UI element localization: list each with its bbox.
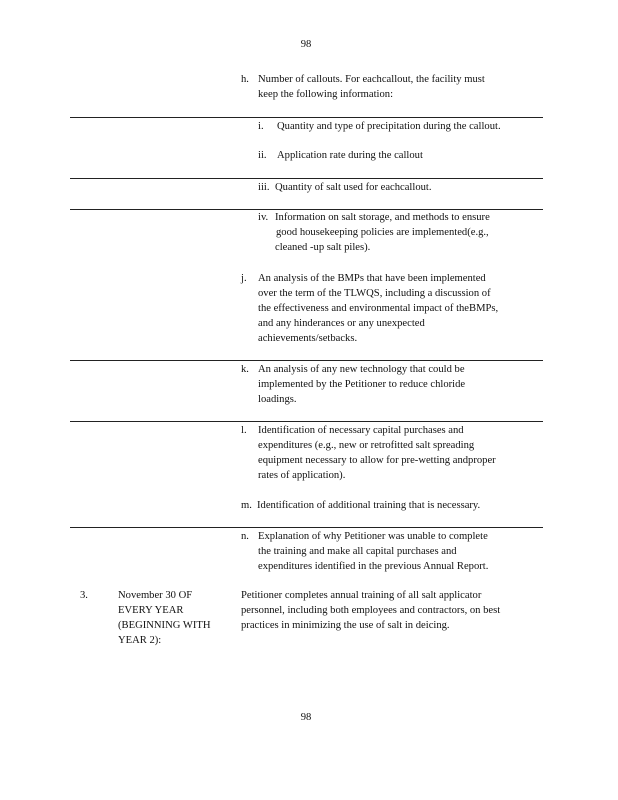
row-requirement: Petitioner completes annual training of all salt applicator personnel, including both employees and contractors, on best practices in minimizing the use of salt in deicing.	[241, 590, 501, 631]
item-text-l: Identification of necessary capital purchases and expenditures (e.g., new or retrofitted salt spreading equipment necessary to allow for pre-wetting andproper rates of application).	[258, 425, 496, 481]
table-rule	[70, 360, 543, 361]
item-text-k: An analysis of any new technology that could be implemented by the Petitioner to reduce chloride loadings.	[258, 364, 466, 405]
item-text-m: Identification of additional training that is necessary.	[257, 500, 481, 511]
table-rule	[70, 527, 543, 528]
item-text-n: Explanation of why Petitioner was unable to complete the training and make all capital purchases and expenditures identified in the previous Annual Report.	[258, 531, 489, 572]
item-text-iii: Quantity of salt used for eachcallout.	[275, 182, 432, 193]
item-text-iv: Information on salt storage, and methods to ensure good housekeeping policies are implemented(e.g., cleaned -up salt piles).	[275, 212, 490, 253]
item-label-k: k.	[241, 364, 249, 375]
item-text-ii: Application rate during the callout	[277, 150, 423, 161]
item-label-l: l.	[241, 425, 247, 436]
item-label-iii: iii.	[258, 182, 270, 193]
item-label-m: m.	[241, 500, 252, 511]
item-text-j: An analysis of the BMPs that have been implemented over the term of the TLWQS, including a discussion of the effectiveness and environmental impact of theBMPs, and any hinderances or any unexpected achievements/setbacks.	[258, 273, 499, 344]
item-label-j: j.	[241, 273, 247, 284]
row-number: 3.	[80, 590, 88, 601]
item-label-n: n.	[241, 531, 249, 542]
item-text-h: Number of callouts. For eachcallout, the facility must keep the following information:	[258, 74, 485, 100]
row-deadline: November 30 OF EVERY YEAR (BEGINNING WITH YEAR 2):	[118, 590, 211, 646]
item-label-h: h.	[241, 74, 249, 85]
item-label-ii: ii.	[258, 150, 267, 161]
table-rule	[70, 178, 543, 179]
table-rule	[70, 421, 543, 422]
table-rule	[70, 117, 543, 118]
item-label-iv: iv.	[258, 212, 269, 223]
page-number-top: 98	[300, 39, 312, 50]
item-text-i: Quantity and type of precipitation during the callout.	[277, 121, 501, 132]
page-number-bottom: 98	[300, 712, 312, 723]
item-label-i: i.	[258, 121, 264, 132]
